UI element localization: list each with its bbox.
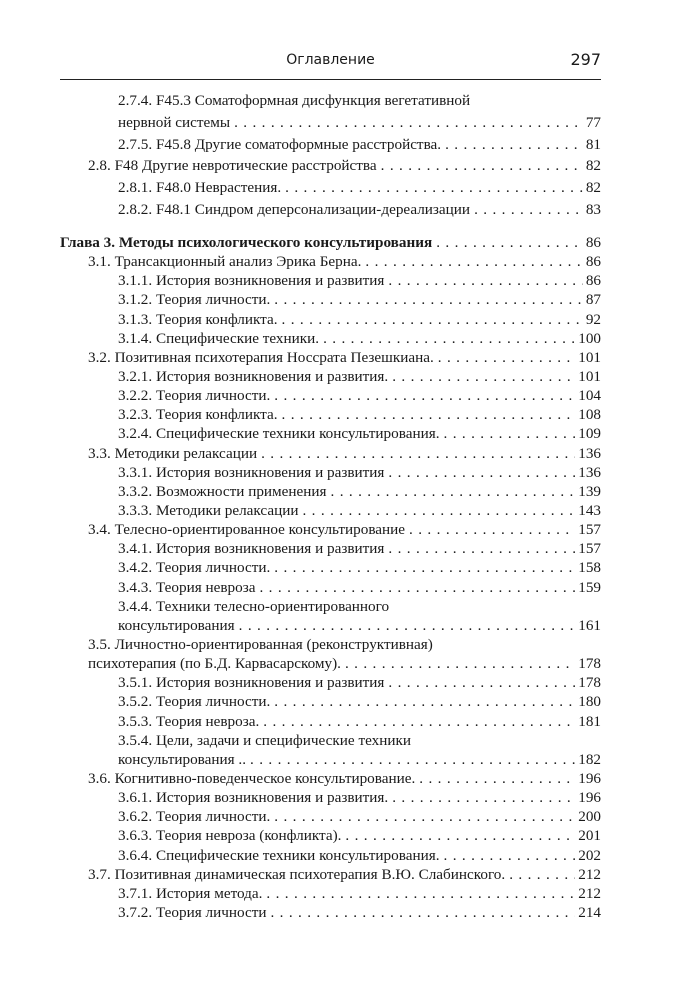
toc-entry-page: 104 <box>578 387 601 405</box>
toc-entry-page: 86 <box>585 234 601 251</box>
toc-entry-title: 3.3.3. Методики релаксации <box>118 501 299 519</box>
toc-entry-page: 82 <box>585 157 601 175</box>
toc-entry[interactable] <box>60 884 601 903</box>
toc-entry-page: 157 <box>578 521 601 539</box>
dot-leader <box>281 177 583 199</box>
toc-entry[interactable] <box>60 463 601 482</box>
toc-entry[interactable] <box>60 846 601 865</box>
dot-leader <box>298 501 575 520</box>
dot-leader <box>235 616 576 635</box>
dot-leader <box>388 788 575 807</box>
toc-entry-page: 86 <box>585 272 601 290</box>
toc-entry[interactable] <box>60 155 601 177</box>
toc-entry-title: 3.1.2. Теория личности. <box>118 291 271 309</box>
toc-entry-title: 3.6.2. Теория личности. <box>118 808 271 826</box>
toc-entry[interactable] <box>60 329 601 348</box>
toc-entry-continuation <box>60 616 601 635</box>
toc-entry-page: 181 <box>578 712 601 730</box>
toc-entry-title: 3.6. Когнитивно-поведенческое консультирование. <box>88 769 416 787</box>
toc-entry[interactable] <box>60 865 601 884</box>
toc-entry-title: 3.2.2. Теория личности. <box>118 387 271 405</box>
toc-entry-page: 81 <box>585 135 601 153</box>
dot-leader <box>440 424 576 443</box>
toc-entry-title: 3.7.1. История метода. <box>118 884 263 902</box>
toc-entry-title: 3.4.1. История возникновения и развития <box>118 540 385 558</box>
toc-entry[interactable] <box>60 290 601 309</box>
toc-entry[interactable] <box>60 199 601 221</box>
toc-entry-page: 178 <box>578 674 601 692</box>
toc-entry[interactable] <box>60 271 601 290</box>
toc-entry[interactable] <box>60 788 601 807</box>
toc-entry-title: 3.4.2. Теория личности. <box>118 559 271 577</box>
toc-entry-page: 86 <box>585 253 601 271</box>
toc-entry-title: 3.4.4. Техники телесно-ориентированного <box>118 597 390 615</box>
toc-entry[interactable] <box>60 731 601 750</box>
toc-entry-page: 214 <box>578 903 601 921</box>
toc-entry[interactable] <box>60 482 601 501</box>
toc-entry[interactable] <box>60 635 601 654</box>
toc-entry-title: 3.4.3. Теория невроза <box>118 578 256 596</box>
toc-entry-title: 3.3.2. Возможности применения <box>118 482 327 500</box>
toc-entry-title: 3.5.1. История возникновения и развития <box>118 674 385 692</box>
toc-entry-title: 2.7.5. F45.8 Другие соматоформные расстройства. <box>118 135 442 153</box>
toc-entry-page: 196 <box>578 789 601 807</box>
toc-entry-title: 3.3.1. История возникновения и развития <box>118 463 385 481</box>
running-header-title: Оглавление <box>286 52 375 68</box>
dot-leader <box>270 692 575 711</box>
toc-entry-title-cont: психотерапия (по Б.Д. Карвасарскому). <box>88 655 341 673</box>
toc-entry[interactable] <box>60 90 601 112</box>
dot-leader <box>266 903 575 922</box>
toc-entry[interactable] <box>60 520 601 539</box>
toc-entry-continuation <box>60 654 601 673</box>
toc-entry-title: 3.2.1. История возникновения и развития. <box>118 367 389 385</box>
dot-leader <box>270 290 583 309</box>
dot-leader <box>505 865 575 884</box>
toc-entry-title: 3.2. Позитивная психотерапия Носсрата Пезешкиана. <box>88 348 434 366</box>
toc-entry-title-cont: консультирования .. <box>118 750 247 768</box>
toc-entry[interactable] <box>60 807 601 826</box>
toc-section-chapter-2-end <box>60 90 601 221</box>
toc-entry-page: 178 <box>578 655 601 673</box>
header-rule <box>60 79 601 80</box>
toc-entry-continuation <box>60 750 601 769</box>
toc-entry[interactable] <box>60 367 601 386</box>
dot-leader <box>270 807 575 826</box>
running-header <box>60 48 601 78</box>
toc-entry-page: 109 <box>578 425 601 443</box>
toc-entry-page: 212 <box>578 884 601 902</box>
toc-entry-title: 2.8.1. F48.0 Неврастения. <box>118 179 282 197</box>
toc-entry[interactable] <box>60 348 601 367</box>
toc-entry-title: 3.7. Позитивная динамическая психотерапия В.Ю. Слабинского. <box>88 865 506 883</box>
toc-entry-title: 3.6.4. Специфические техники консультирования. <box>118 846 440 864</box>
dot-leader <box>341 826 575 845</box>
toc-entry-title: 3.6.1. История возникновения и развития. <box>118 789 389 807</box>
toc-entry-page: 136 <box>578 463 601 481</box>
toc-entry-title: 3.5. Личностно-ориентированная (реконструктивная) <box>88 635 433 653</box>
toc-entry-page: 182 <box>578 750 601 768</box>
toc-entry-title: 3.1. Трансакционный анализ Эрика Берна. <box>88 253 362 271</box>
dot-leader <box>262 884 575 903</box>
dot-leader <box>384 673 575 692</box>
toc-entry-title: 3.5.4. Цели, задачи и специфические техники <box>118 731 411 749</box>
dot-leader <box>230 112 583 134</box>
toc-entry[interactable] <box>60 310 601 329</box>
toc-entry-title: 3.5.3. Теория невроза. <box>118 712 260 730</box>
toc-entry[interactable] <box>60 903 601 922</box>
dot-leader <box>441 134 583 156</box>
toc-entry[interactable] <box>60 405 601 424</box>
toc-entry-title: 3.7.2. Теория личности <box>118 903 267 921</box>
toc-entry-title: 3.2.4. Специфические техники консультирования. <box>118 425 440 443</box>
toc-entry-page: 101 <box>578 367 601 385</box>
toc-entry-page: 161 <box>578 616 601 634</box>
dot-leader <box>341 654 575 673</box>
toc-entry-page: 202 <box>578 846 601 864</box>
toc-entry-title: 3.5.2. Теория личности. <box>118 693 271 711</box>
dot-leader <box>405 520 575 539</box>
toc-entry-page: 180 <box>578 693 601 711</box>
toc-entry[interactable] <box>60 558 601 577</box>
toc-entry[interactable] <box>60 177 601 199</box>
toc-entry-page: 143 <box>578 501 601 519</box>
dot-leader <box>270 558 575 577</box>
toc-entry[interactable] <box>60 826 601 845</box>
toc-entry[interactable] <box>60 386 601 405</box>
toc-entry[interactable] <box>60 444 601 463</box>
dot-leader <box>384 463 575 482</box>
toc-entry-title-cont: консультирования <box>118 616 235 634</box>
dot-leader <box>361 252 582 271</box>
toc-entry-page: 77 <box>585 113 601 131</box>
toc-entry-title: 2.8.2. F48.1 Синдром деперсонализации-дереализации <box>118 200 471 218</box>
toc-entry-page: 196 <box>578 769 601 787</box>
toc-entry-title: 2.8. F48 Другие невротические расстройства <box>88 157 377 175</box>
toc-entry-title: 3.1.4. Специфические техники. <box>118 329 320 347</box>
toc-entry[interactable] <box>60 539 601 558</box>
dot-leader <box>440 846 576 865</box>
toc-entry-page: 159 <box>578 578 601 596</box>
toc-entry[interactable] <box>60 712 601 731</box>
toc-entry-page: 101 <box>578 348 601 366</box>
dot-leader <box>255 578 575 597</box>
toc-entry-title: Глава 3. Методы психологического консультирования <box>60 234 433 251</box>
toc-entry-page: 212 <box>578 865 601 883</box>
dot-leader <box>327 482 576 501</box>
toc-entry[interactable] <box>60 424 601 443</box>
page-number: 297 <box>570 50 601 69</box>
toc-entry-page: 136 <box>578 444 601 462</box>
toc-entry-continuation <box>60 112 601 134</box>
toc-entry-page: 100 <box>578 329 601 347</box>
dot-leader <box>278 310 583 329</box>
dot-leader <box>259 712 575 731</box>
toc-entry-page: 200 <box>578 808 601 826</box>
toc-entry-page: 87 <box>585 291 601 309</box>
toc-entry[interactable] <box>60 769 601 788</box>
dot-leader <box>384 539 575 558</box>
toc-entry-page: 108 <box>578 406 601 424</box>
toc-entry[interactable] <box>60 134 601 156</box>
toc-entry-page: 201 <box>578 827 601 845</box>
toc-entry-title: 3.4. Телесно-ориентированное консультирование <box>88 521 406 539</box>
toc-entry[interactable] <box>60 252 601 271</box>
toc-entry-title: 2.7.4. F45.3 Соматоформная дисфункция вегетативной <box>118 92 471 109</box>
dot-leader <box>434 348 575 367</box>
toc-entry-page: 82 <box>585 179 601 197</box>
toc-entry-title: 3.1.1. История возникновения и развития <box>118 272 385 290</box>
dot-leader <box>415 769 575 788</box>
toc-entry[interactable] <box>60 692 601 711</box>
dot-leader <box>384 271 582 290</box>
dot-leader <box>432 233 583 252</box>
dot-leader <box>257 444 575 463</box>
toc-entry-page: 83 <box>585 200 601 218</box>
dot-leader <box>470 199 583 221</box>
toc-section-chapter-3 <box>60 233 601 922</box>
dot-leader <box>319 329 575 348</box>
toc-entry-title: 3.2.3. Теория конфликта. <box>118 406 278 424</box>
toc-entry-title: 3.3. Методики релаксации <box>88 444 258 462</box>
dot-leader <box>388 367 575 386</box>
toc-entry-page: 158 <box>578 559 601 577</box>
toc-entry-page: 139 <box>578 482 601 500</box>
dot-leader <box>270 386 575 405</box>
toc-entry[interactable] <box>60 233 601 252</box>
toc-entry[interactable] <box>60 578 601 597</box>
toc-entry[interactable] <box>60 597 601 616</box>
toc-entry-title: 3.1.3. Теория конфликта. <box>118 310 278 328</box>
toc-entry-page: 157 <box>578 540 601 558</box>
dot-leader <box>246 750 575 769</box>
toc-entry-title: 3.6.3. Теория невроза (конфликта). <box>118 827 342 845</box>
toc-entry-title-cont: нервной системы <box>118 113 231 131</box>
dot-leader <box>377 155 583 177</box>
dot-leader <box>278 405 576 424</box>
toc-entry-page: 92 <box>585 310 601 328</box>
toc-entry[interactable] <box>60 673 601 692</box>
toc-entry[interactable] <box>60 501 601 520</box>
